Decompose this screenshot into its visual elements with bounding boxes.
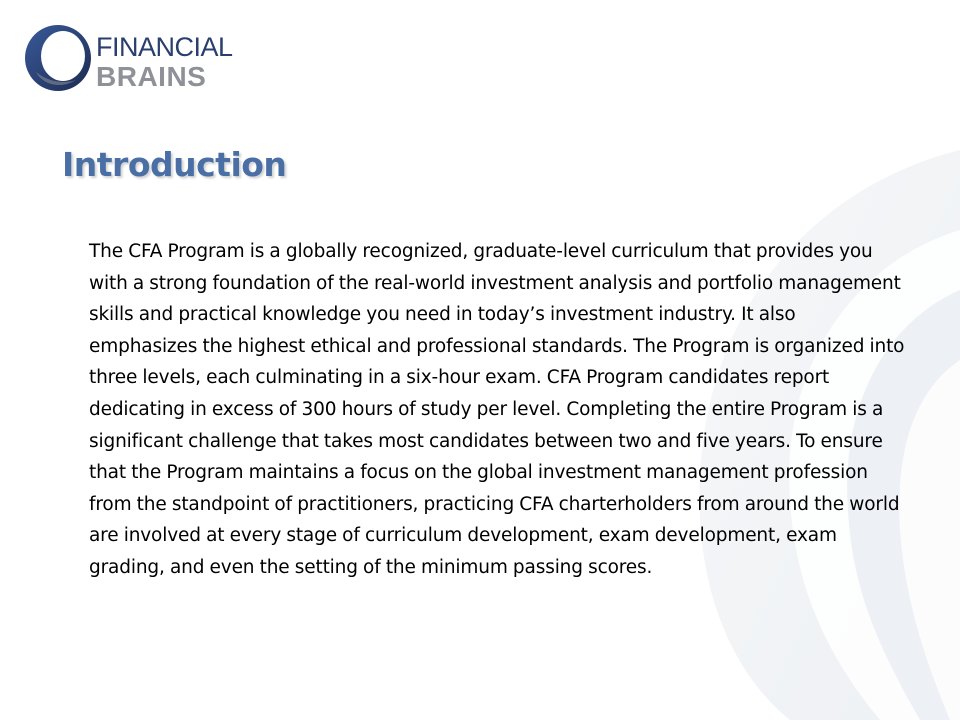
logo-text-brains: BRAINS [96, 61, 207, 92]
slide-body-text: The CFA Program is a globally recognized, graduate-level curriculum that provides you with a strong foundation of the real-world investment analysis and portfolio management skills and practical knowledge you need in today’s investment industry. It also emphasizes the highest ethical and professional standards. The Program is organized into three levels, each culminating in a six-hour exam. CFA Program candidates report dedicating in excess of 300 hours of study per level. Completing the entire Program is a significant challenge that takes most candidates between two and five years. To ensure that the Program maintains a focus on the global investment management profession from the standpoint of practitioners, practicing CFA charterholders from around the world are involved at every stage of curriculum development, exam development, exam grading, and even the setting of the minimum passing scores. [89, 241, 905, 578]
financial-brains-logo [20, 18, 250, 98]
logo-text-financial: FINANCIAL [96, 32, 233, 62]
slide-title: Introduction [62, 145, 287, 184]
logo-ring-icon [20, 18, 100, 98]
